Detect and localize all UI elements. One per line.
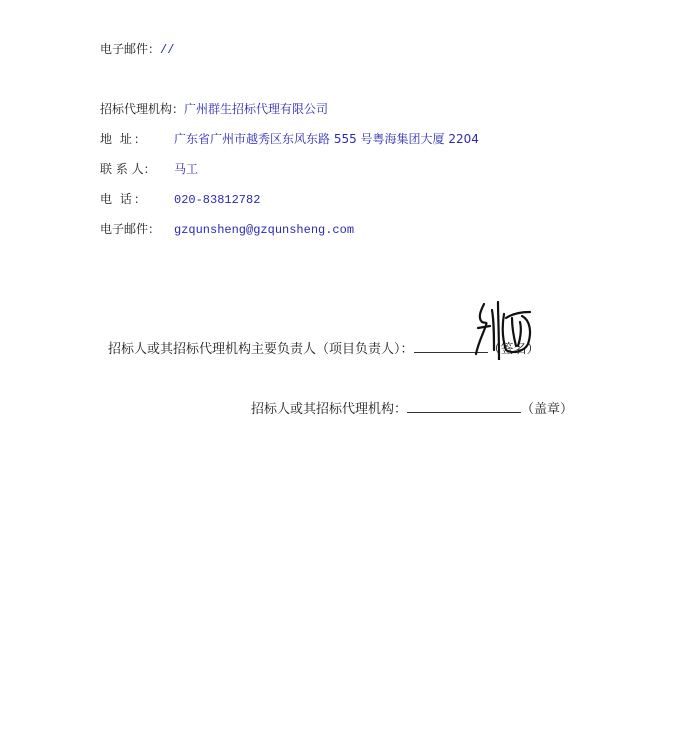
agency-email-label: 电子邮件： <box>100 222 161 236</box>
agency-line <box>100 101 328 117</box>
seal-line <box>251 400 573 418</box>
contact-label: 联 系 人： <box>100 162 156 176</box>
address-label: 地 址： <box>100 132 148 146</box>
email-label: 电子邮件： <box>100 42 161 56</box>
agency-label: 招标代理机构： <box>100 102 185 116</box>
sign-label: 招标人或其招标代理机构主要负责人（项目负责人）： <box>108 342 414 357</box>
contact-line <box>100 161 198 177</box>
seal-underline <box>407 400 521 413</box>
contact-value: 马工 <box>174 162 199 176</box>
sign-suffix: （签名） <box>487 342 540 357</box>
agency-value: 广州群生招标代理有限公司 <box>184 102 329 116</box>
seal-suffix: （盖章） <box>521 402 574 417</box>
phone-line <box>100 191 260 208</box>
email-line-top <box>100 41 174 58</box>
email-value: // <box>160 43 175 57</box>
email-line <box>100 221 354 238</box>
agency-email-value: gzqunsheng@gzqunsheng.com <box>174 223 355 237</box>
seal-label: 招标人或其招标代理机构： <box>251 402 408 417</box>
address-value: 广东省广州市越秀区东风东路 555 号粤海集团大厦 2204 <box>174 132 479 146</box>
handwritten-signature <box>472 298 552 360</box>
address-line <box>100 131 479 147</box>
phone-label: 电 话： <box>100 192 148 206</box>
phone-value: 020-83812782 <box>174 193 261 207</box>
